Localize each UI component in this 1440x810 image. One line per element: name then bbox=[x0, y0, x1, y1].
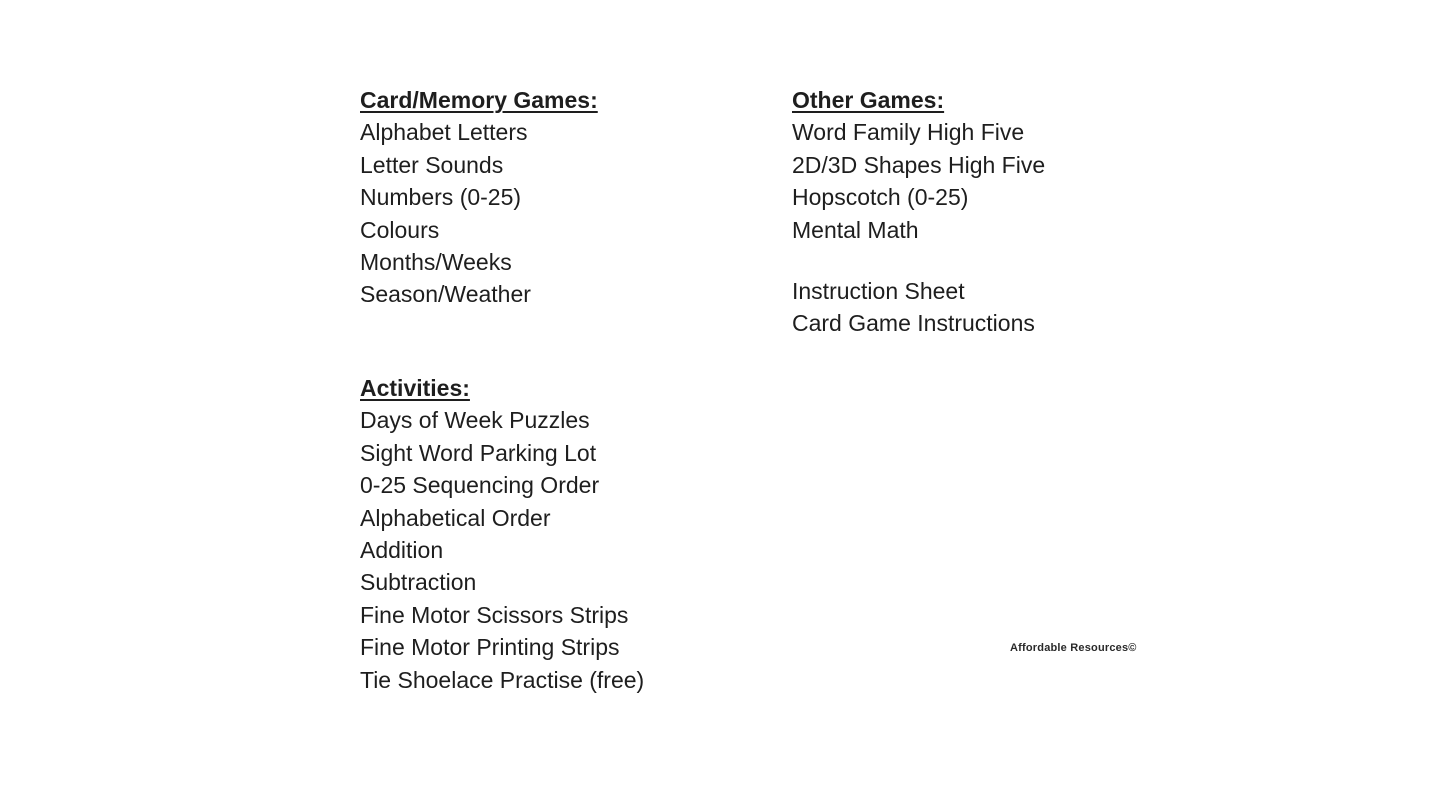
section-activities bbox=[360, 372, 644, 696]
list-item: Alphabet Letters bbox=[360, 119, 528, 146]
list-item: Addition bbox=[360, 537, 444, 564]
card-memory-games-heading: Card/Memory Games: bbox=[360, 87, 598, 113]
watermark: Affordable Resources© bbox=[1010, 642, 1137, 654]
list-item: Months/Weeks bbox=[360, 249, 512, 276]
list-item: Fine Motor Scissors Strips bbox=[360, 601, 629, 628]
section-card-memory-games bbox=[360, 84, 598, 311]
list-item: Letter Sounds bbox=[360, 151, 504, 178]
list-item: Season/Weather bbox=[360, 281, 531, 308]
list-item: Hopscotch (0-25) bbox=[792, 184, 969, 211]
list-item: Days of Week Puzzles bbox=[360, 407, 590, 434]
list-item: 0-25 Sequencing Order bbox=[360, 472, 600, 499]
list-item: Mental Math bbox=[792, 216, 919, 243]
list-item: Subtraction bbox=[360, 569, 477, 596]
list-item: Alphabetical Order bbox=[360, 504, 551, 531]
list-item: Colours bbox=[360, 216, 440, 243]
list-item: Numbers (0-25) bbox=[360, 184, 522, 211]
other-games-heading: Other Games: bbox=[792, 87, 945, 113]
section-other-games bbox=[792, 84, 1045, 246]
list-item: Word Family High Five bbox=[792, 119, 1025, 146]
list-item: 2D/3D Shapes High Five bbox=[792, 151, 1046, 178]
list-item: Instruction Sheet bbox=[792, 278, 965, 304]
section-instructions bbox=[792, 275, 1035, 340]
activities-heading: Activities: bbox=[360, 375, 470, 401]
list-item: Card Game Instructions bbox=[792, 310, 1035, 337]
list-item: Sight Word Parking Lot bbox=[360, 439, 597, 466]
list-item: Fine Motor Printing Strips bbox=[360, 634, 620, 661]
list-item: Tie Shoelace Practise (free) bbox=[360, 666, 645, 693]
